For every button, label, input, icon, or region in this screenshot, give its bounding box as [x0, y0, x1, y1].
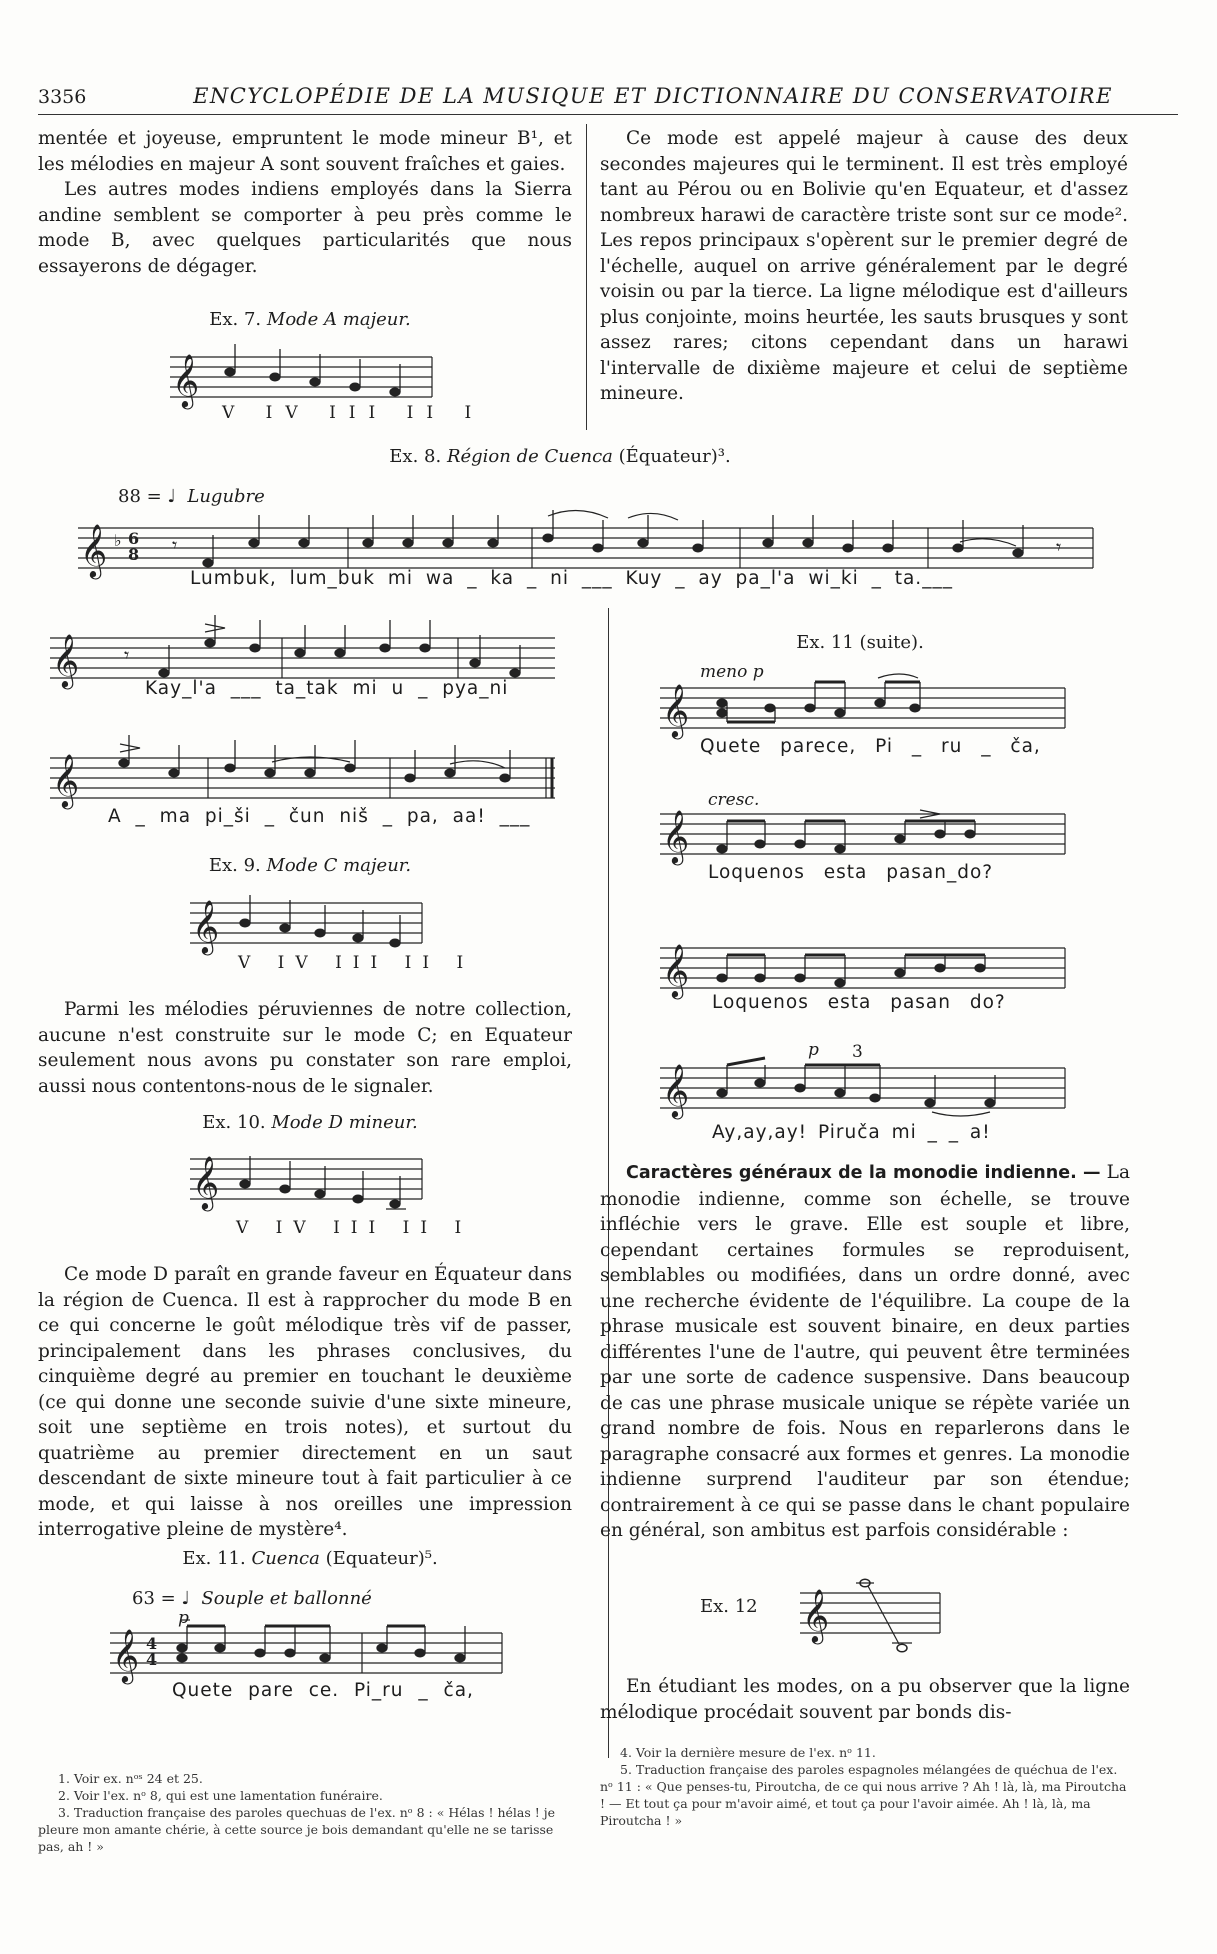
svg-text:𝄞: 𝄞	[192, 1155, 220, 1209]
ex9-staff	[190, 898, 430, 958]
ex11-suite-lyric-1: Quete parece, Pi _ ru _ ča,	[700, 736, 1041, 757]
ex11-suite-staff-2	[660, 806, 1070, 866]
ex11-suite-lyric-3: Loquenos esta pasan do?	[712, 992, 1006, 1013]
ex11-suite-lyric-2: Loquenos esta pasan_do?	[708, 862, 994, 883]
ex8-tempo: 88 = ♩ Lugubre	[118, 486, 265, 507]
svg-text:♭: ♭	[114, 531, 122, 550]
ex8-lyric-1: Lumbuk, lum_buk mi wa _ ka _ ni ___ Kuy _ ay pa_l'a wi_ki _ ta.___	[190, 568, 953, 589]
footnote: 4. Voir la dernière mesure de l'ex. nᵒ 11.	[620, 1745, 876, 1760]
svg-text:𝄞: 𝄞	[112, 1628, 140, 1682]
paragraph: Ce mode D paraît en grande faveur en Équateur dans la région de Cuenca. Il est à rapprocher du mode B en ce qui concerne le goût mélodique très vif de passer, principalement dans les phrases conclusives, du cinquième degré au premier en touchant le deuxième (ce qui donne une seconde suivie d'une sixte mineure, soit une septième en trois notes), et surtout du quatrième au premier directement en un saut descendant de sixte mineure tout à fait particulier à ce mode, et qui laisse à nos oreilles une impression interrogative pleine de mystère⁴.	[38, 1264, 572, 1540]
ex11-lyric: Quete pare ce. Pi_ru _ ča,	[172, 1680, 474, 1701]
footnote: 1. Voir ex. nᵒˢ 24 et 25.	[58, 1771, 203, 1786]
svg-text:𝄞: 𝄞	[192, 899, 220, 953]
footnotes-right	[600, 1744, 1130, 1829]
ex11-staff	[110, 1618, 510, 1688]
svg-text:𝄞: 𝄞	[52, 753, 80, 807]
ex11-suite-dyn-1: meno p	[700, 662, 764, 682]
left-mid-text	[38, 997, 572, 1099]
ex7-degrees: V IV III II I	[222, 403, 485, 423]
ex11-suite-lyric-4: Ay,ay,ay! Piruča mi _ _ a!	[712, 1122, 991, 1143]
ex8-staff-3	[50, 738, 560, 808]
treble-clef: 𝄞	[172, 353, 200, 407]
ex10-caption: Ex. 10. Mode D mineur.	[202, 1112, 418, 1133]
svg-text:4: 4	[146, 1650, 158, 1669]
ex12-staff	[800, 1578, 950, 1658]
running-title: ENCYCLOPÉDIE DE LA MUSIQUE ET DICTIONNAIRE DU CONSERVATOIRE	[193, 84, 1113, 108]
ex11-suite-triplet: 3	[852, 1042, 863, 1062]
ex7-caption: Ex. 7. Mode A majeur.	[209, 309, 411, 330]
paragraph: Parmi les mélodies péruviennes de notre collection, aucune n'est construite sur le mode C; en Equateur seulement nous avons pu constater son rare emploi, aussi nous contentons-nous de le signaler.	[38, 999, 572, 1097]
ex11-caption: Ex. 11. Cuenca (Equateur)⁵.	[182, 1548, 438, 1569]
running-head	[38, 84, 1178, 115]
right-bottom-text	[600, 1674, 1130, 1725]
ex11-suite-dyn-4: p	[808, 1040, 819, 1060]
paragraph: En étudiant les modes, on a pu observer que la ligne mélodique procédait souvent par bonds dis-	[600, 1676, 1130, 1723]
svg-text:𝄞: 𝄞	[80, 523, 108, 577]
ex9-degrees: V IV III II I	[238, 953, 475, 973]
svg-text:𝄞: 𝄞	[662, 943, 690, 997]
svg-text:𝄾: 𝄾	[1056, 535, 1062, 559]
right-section-text	[600, 1160, 1130, 1544]
svg-text:𝄞: 𝄞	[802, 1588, 830, 1642]
ex11-tempo: 63 = ♩ Souple et ballonné	[132, 1588, 372, 1609]
ex11-dynamic: p	[178, 1608, 189, 1628]
paragraph: Les autres modes indiens employés dans la Sierra andine semblent se comporter à peu près comme le mode B, avec quelques particularités que nous essayerons de dégager.	[38, 179, 572, 277]
right-top-text	[600, 126, 1128, 407]
footnote: 2. Voir l'ex. nᵒ 8, qui est une lamentation funéraire.	[58, 1788, 383, 1803]
svg-text:8: 8	[128, 545, 140, 564]
section-title: Caractères généraux de la monodie indienne. —	[626, 1163, 1101, 1183]
svg-text:𝄾: 𝄾	[172, 533, 178, 557]
page-number: 3356	[38, 86, 87, 108]
ex12-caption: Ex. 12	[700, 1596, 758, 1617]
footnotes-left	[38, 1770, 574, 1855]
column-divider-top	[586, 124, 587, 430]
svg-text:𝄾: 𝄾	[124, 643, 130, 667]
footnote: 5. Traduction française des paroles espagnoles mélangées de quéchua de l'ex. nᵒ 11 : « Que penses-tu, Piroutcha, de ce qui nous arrive ? Ah ! là, là, ma Piroutcha ! — Et tout ça pour m'avoir aimé, et tout ça pour l'avoir aimée. Ah ! là, là, ma Piroutcha ! »	[600, 1762, 1127, 1828]
svg-text:𝄞: 𝄞	[52, 633, 80, 687]
paragraph: mentée et joyeuse, empruntent le mode mineur B¹, et les mélodies en majeur A sont souvent fraîches et gaies.	[38, 128, 572, 175]
paragraph: Caractères généraux de la monodie indienne. — La monodie indienne, comme son échelle, se trouve infléchie vers le grave. Elle est souple et libre, cependant certaines formules se reproduisent, semblables ou modifiées, dans un ordre donné, avec une recherche évidente de l'équilibre. La coupe de la phrase musicale est souvent binaire, en deux parties différentes l'une de l'autre, qui peuvent être terminées par une sorte de cadence suspensive. Dans beaucoup de cas une phrase musicale unique se répète variée un grand nombre de fois. Nous en reparlerons dans le paragraphe consacré aux formes et genres. La monodie indienne surprend l'auditeur par son étendue; contrairement à ce qui se passe dans le chant populaire en général, son ambitus est parfois considérable :	[600, 1162, 1130, 1541]
ex11-suite-staff-3	[660, 940, 1070, 1000]
ex10-staff	[190, 1154, 430, 1224]
ex11-suite-staff-4	[660, 1060, 1070, 1120]
left-bottom-text	[38, 1262, 572, 1543]
ex11-suite-staff-1	[660, 680, 1070, 740]
footnote: 3. Traduction française des paroles quechuas de l'ex. nᵒ 8 : « Hélas ! hélas ! je pleure mon amante chérie, à cette source je bois demandant qu'elle ne se tarisse pas, ah ! »	[38, 1805, 556, 1854]
ex10-degrees: V IV III II I	[236, 1218, 473, 1238]
svg-text:𝄞: 𝄞	[662, 1063, 690, 1117]
paragraph: Ce mode est appelé majeur à cause des deux secondes majeures qui le terminent. Il est très employé tant au Pérou ou en Bolivie qu'en Equateur, et d'assez nombreux harawi de caractère triste sont sur ce mode². Les repos principaux s'opèrent sur le premier degré de l'échelle, auquel on arrive généralement par le degré voisin ou par la tierce. La ligne mélodique est d'ailleurs plus conjointe, moins heurtée, les sauts brusques y sont assez rares; citons cependant dans un harawi l'intervalle de dixième majeure et celui de septième mineure.	[600, 128, 1128, 404]
svg-text:𝄞: 𝄞	[662, 683, 690, 737]
svg-text:6: 6	[128, 529, 140, 548]
ex8-lyric-2: Kay_l'a ___ ta_tak mi u _ pya_ni	[145, 678, 509, 699]
ex11-suite-dyn-2: cresc.	[708, 790, 760, 810]
ex11-suite-caption: Ex. 11 (suite).	[796, 632, 924, 653]
svg-text:𝄞: 𝄞	[662, 809, 690, 863]
ex8-lyric-3: A _ ma pi_ši _ čun niš _ pa, aa! ___	[108, 806, 531, 827]
svg-text:4: 4	[146, 1634, 158, 1653]
ex9-caption: Ex. 9. Mode C majeur.	[208, 855, 412, 876]
left-top-text	[38, 126, 572, 279]
ex8-caption: Ex. 8. Région de Cuenca (Équateur)³.	[389, 446, 731, 467]
